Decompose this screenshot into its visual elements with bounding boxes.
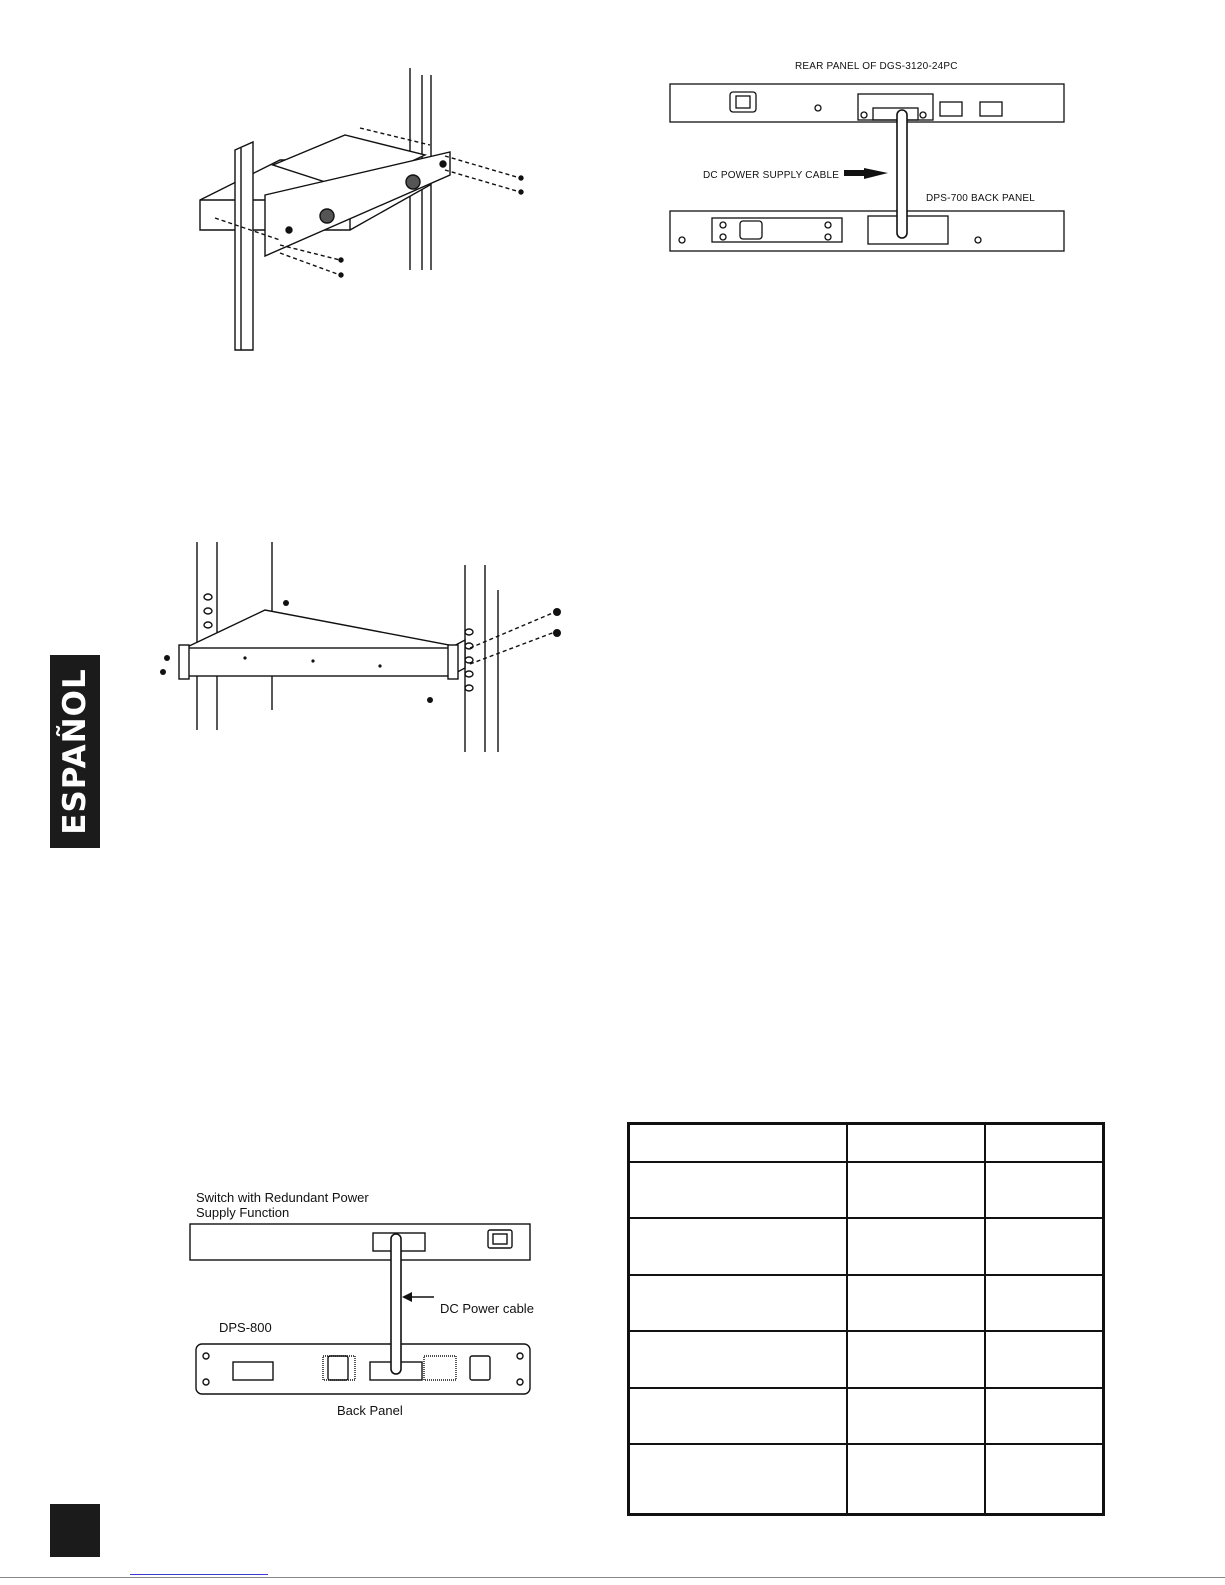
page-number-box	[50, 1504, 100, 1557]
table-cell	[847, 1275, 985, 1331]
bottom-rule	[0, 1577, 1225, 1578]
table-cell	[985, 1275, 1104, 1331]
dps700-back-panel-label: DPS-700 BACK PANEL	[926, 193, 1036, 204]
table-cell	[629, 1124, 848, 1163]
table-cell	[985, 1444, 1104, 1515]
table-cell	[985, 1388, 1104, 1444]
table-cell	[985, 1218, 1104, 1274]
table-row	[629, 1275, 1104, 1331]
switch-rps-label-line1: Switch with Redundant Power	[196, 1190, 369, 1205]
table-cell	[847, 1388, 985, 1444]
dc-power-supply-cable-label: DC POWER SUPPLY CABLE	[703, 170, 840, 181]
table-row	[629, 1388, 1104, 1444]
table-cell	[847, 1162, 985, 1218]
table-row	[629, 1444, 1104, 1515]
dps800-connection-diagram	[188, 1222, 538, 1402]
table-row	[629, 1218, 1104, 1274]
table-cell	[985, 1331, 1104, 1387]
table-row	[629, 1331, 1104, 1387]
language-tab-label: ESPAÑOL	[57, 668, 93, 835]
dps800-label: DPS-800	[219, 1320, 272, 1335]
table-cell	[847, 1218, 985, 1274]
spec-table	[627, 1122, 1105, 1516]
back-panel-label: Back Panel	[337, 1403, 403, 1418]
rear-panel-title: REAR PANEL OF DGS-3120-24PC	[795, 61, 958, 72]
dc-power-cable-label: DC Power cable	[440, 1301, 534, 1316]
footer-link[interactable]	[130, 1574, 268, 1575]
table-row	[629, 1124, 1104, 1163]
table-cell	[985, 1124, 1104, 1163]
table-cell	[629, 1388, 848, 1444]
language-tab	[50, 655, 100, 848]
table-cell	[847, 1124, 985, 1163]
table-row	[629, 1162, 1104, 1218]
table-cell	[629, 1444, 848, 1515]
table-cell	[629, 1331, 848, 1387]
rack-mount-illustration	[155, 540, 575, 770]
rack-bracket-illustration	[185, 60, 545, 360]
table-cell	[847, 1444, 985, 1515]
table-cell	[629, 1162, 848, 1218]
table-cell	[629, 1218, 848, 1274]
switch-rps-label-line2: Supply Function	[196, 1205, 290, 1220]
table-cell	[629, 1275, 848, 1331]
table-cell	[847, 1331, 985, 1387]
table-cell	[985, 1162, 1104, 1218]
